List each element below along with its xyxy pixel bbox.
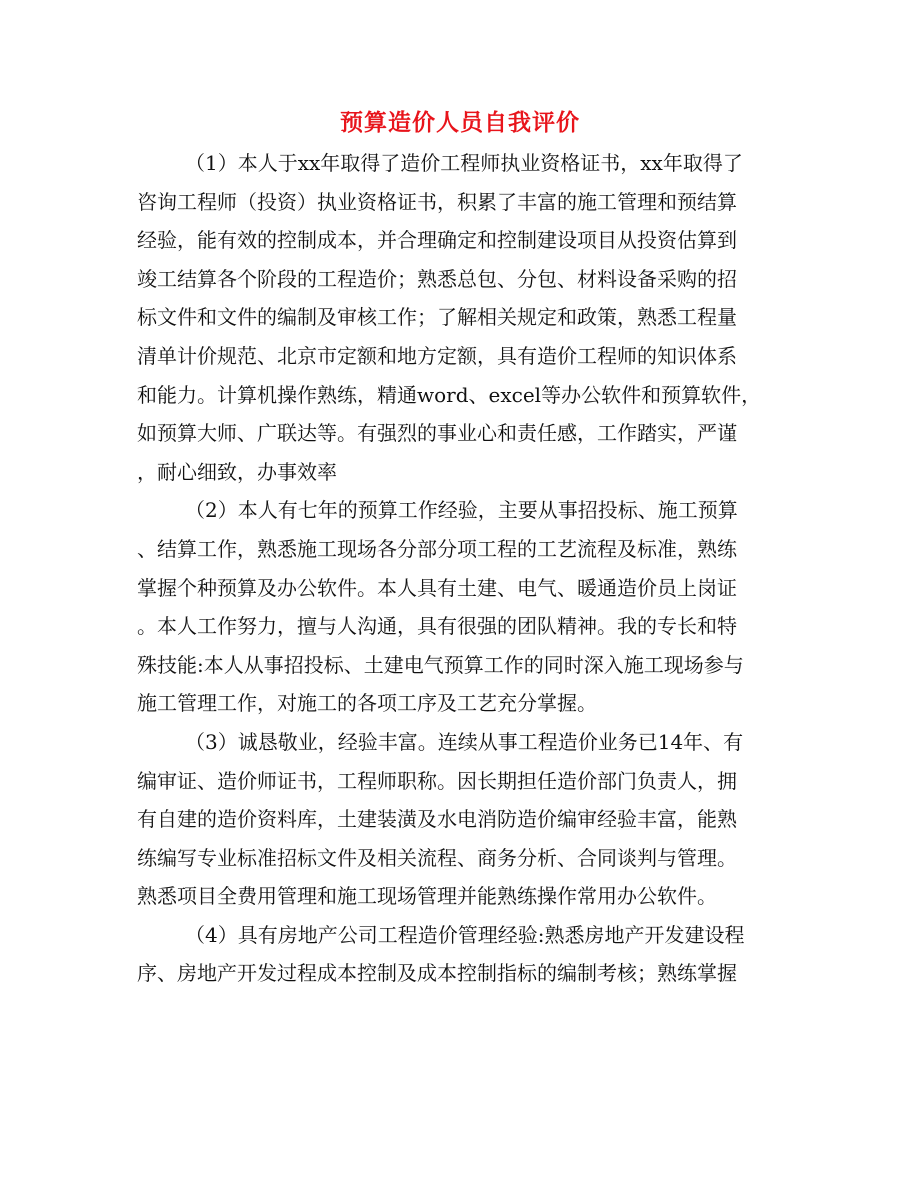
paragraph-line: 。本人工作努力，擅与人沟通，具有很强的团队精神。我的专长和特	[137, 614, 737, 639]
document-title: 预算造价人员自我评价	[340, 109, 580, 136]
paragraph-line: 序、房地产开发过程成本控制及成本控制指标的编制考核；熟练掌握	[137, 961, 737, 986]
paragraph-1	[137, 144, 785, 491]
document-body	[137, 144, 785, 993]
paragraph-line: （1）本人于xx年取得了造价工程师执业资格证书，xx年取得了	[185, 151, 743, 175]
paragraph-line: 清单计价规范、北京市定额和地方定额，具有造价工程师的知识体系	[137, 343, 737, 368]
paragraph-line: 施工管理工作，对施工的各项工序及工艺充分掌握。	[137, 691, 597, 716]
paragraph-line: ，耐心细致，办事效率	[137, 459, 337, 484]
paragraph-line: （3）诚恳敬业，经验丰富。连续从事工程造价业务已14年、有	[185, 729, 744, 754]
paragraph-line: 掌握个种预算及办公软件。本人具有土建、电气、暖通造价员上岗证	[137, 575, 737, 600]
paragraph-line: 熟悉项目全费用管理和施工现场管理并能熟练操作常用办公软件。	[137, 884, 717, 909]
paragraph-line: 、结算工作，熟悉施工现场各分部分项工程的工艺流程及标准，熟练	[137, 536, 737, 561]
paragraph-line: 标文件和文件的编制及审核工作；了解相关规定和政策，熟悉工程量	[137, 305, 737, 330]
paragraph-2	[137, 491, 785, 723]
paragraph-line: （2）本人有七年的预算工作经验，主要从事招投标、施工预算	[185, 498, 738, 523]
paragraph-line: 咨询工程师（投资）执业资格证书，积累了丰富的施工管理和预结算	[137, 189, 737, 214]
paragraph-3	[137, 723, 785, 916]
paragraph-line: 如预算大师、广联达等。有强烈的事业心和责任感，工作踏实，严谨	[137, 421, 737, 446]
paragraph-line: 经验，能有效的控制成本，并合理确定和控制建设项目从投资估算到	[137, 228, 737, 253]
paragraph-line: 编审证、造价师证书，工程师职称。因长期担任造价部门负责人，拥	[137, 768, 737, 793]
paragraph-line: 竣工结算各个阶段的工程造价；熟悉总包、分包、材料设备采购的招	[137, 266, 737, 291]
paragraph-4	[137, 916, 785, 993]
paragraph-line: 殊技能:本人从事招投标、土建电气预算工作的同时深入施工现场参与	[137, 652, 744, 677]
paragraph-line: 有自建的造价资料库，土建装潢及水电消防造价编审经验丰富，能熟	[137, 807, 737, 832]
paragraph-line: 和能力。计算机操作熟练，精通word、excel等办公软件和预算软件，	[137, 382, 762, 407]
paragraph-line: （4）具有房地产公司工程造价管理经验:熟悉房地产开发建设程	[185, 922, 745, 947]
paragraph-line: 练编写专业标准招标文件及相关流程、商务分析、合同谈判与管理。	[137, 845, 737, 870]
